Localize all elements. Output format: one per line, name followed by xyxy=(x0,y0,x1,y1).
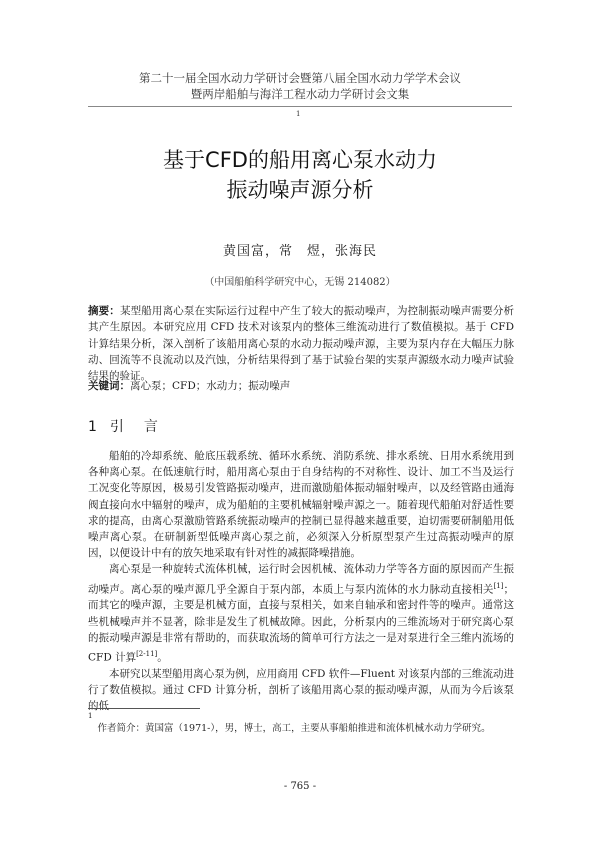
body-paragraph-2-part1: 离心泵是一种旋转式流体机械，运行时会因机械、流体动力学等各方面的原因而产生振动噪声。离心泵的噪声源几乎全源自于泵内部，本质上与泵内流体的水力脉动直接相关 xyxy=(88,563,514,596)
paper-title-line1: 基于CFD的船用离心泵水动力 xyxy=(163,148,437,172)
abstract xyxy=(88,303,514,384)
body-text xyxy=(88,448,514,714)
keywords-label: 关键词： xyxy=(88,380,130,392)
citation-ref-1: [1] xyxy=(493,581,504,590)
citation-ref-2-11: [2-11] xyxy=(136,649,158,658)
body-paragraph-1: 船舶的冷却系统、舱底压载系统、循环水系统、消防系统、排水系统、日用水系统用到各种离心泵。在低速航行时，船用离心泵由于自身结构的不对称性、设计、加工不当及运行工况变化等原因，极易引发管路振动噪声，进而激励船体振动辐射噪声，以及经管路由通海阀直接向水中辐射的噪声，成为船舶的主要机械辐射噪声源之一。随着现代船舶对舒适性要求的提高，由离心泵激励管路系统振动噪声的控制已显得越来越重要，迫切需要研制船用低噪声离心泵。在研制新型低噪声离心泵之前，必须深入分析原型泵产生过高振动噪声的原因，以便设计中有的放矢地采取有针对性的减振降噪措施。 xyxy=(88,450,514,560)
body-paragraph-2 xyxy=(88,561,514,665)
paper-title-line2: 振动噪声源分析 xyxy=(226,178,374,202)
conference-header-line2: 暨两岸船舶与海洋工程水动力学研讨会文集 xyxy=(190,87,410,101)
keywords-text: 离心泵；CFD；水动力；振动噪声 xyxy=(130,380,291,392)
keywords xyxy=(88,378,514,394)
body-paragraph-2-end: 。 xyxy=(157,651,168,664)
page-number: - 765 - xyxy=(283,781,317,792)
abstract-text: 某型船用离心泵在实际运行过程中产生了较大的振动噪声，为控制振动噪声需要分析其产生原因。本研究应用 CFD 技术对该泵内的整体三维流动进行了数值模拟。基于 CFD 计算结果分析，深入剖析了该船用离心泵的水动力振动噪声源，主要为泵内存在大幅压力脉动、回流等不良流动以及汽蚀，分析结果得到了基于试验台架的实泵声源级水动力噪声试验结果的验证。 xyxy=(88,305,515,383)
affiliation: （中国船舶科学研究中心，无锡 214082） xyxy=(204,277,396,288)
conference-header-line1: 第二十一届全国水动力学研讨会暨第八届全国水动力学学术会议 xyxy=(139,71,461,85)
title-footnote-mark: 1 xyxy=(296,110,301,118)
header-rule xyxy=(88,106,512,107)
section-title: 引 言 xyxy=(109,419,161,435)
body-paragraph-3: 本研究以某型船用离心泵为例，应用商用 CFD 软件—Fluent 对该泵内部的三维流动进行了数值模拟。通过 CFD 计算分析，剖析了该船用离心泵的振动噪声源，从而为今后该泵的低 xyxy=(88,667,514,713)
authors: 黄国富，常 煜，张海民 xyxy=(222,244,377,259)
abstract-label: 摘要： xyxy=(88,305,120,317)
body-paragraph-2-part2: ；而其它的噪声源，主要是机械方面，直接与泵相关，如来自轴承和密封件等的噪声。通常这些机械噪声并不显著，除非是发生了机械故障。因此，分析泵内的三维流场对于研究离心泵的振动噪声源是非常有帮助的，而获取流场的简单可行方法之一是对泵进行全三维内流场的 CFD 计算 xyxy=(88,583,514,664)
conference-header xyxy=(0,70,600,102)
paper-title xyxy=(0,145,600,205)
footnote-mark: 1 xyxy=(88,712,93,720)
author-footnote: 作者简介：黄国富（1971-），男，博士，高工，主要从事船舶推进和流体机械水动力学研究。 xyxy=(97,723,491,734)
footnote-rule xyxy=(88,708,200,709)
section-heading-introduction xyxy=(88,416,161,436)
section-number: 1 xyxy=(88,419,100,435)
